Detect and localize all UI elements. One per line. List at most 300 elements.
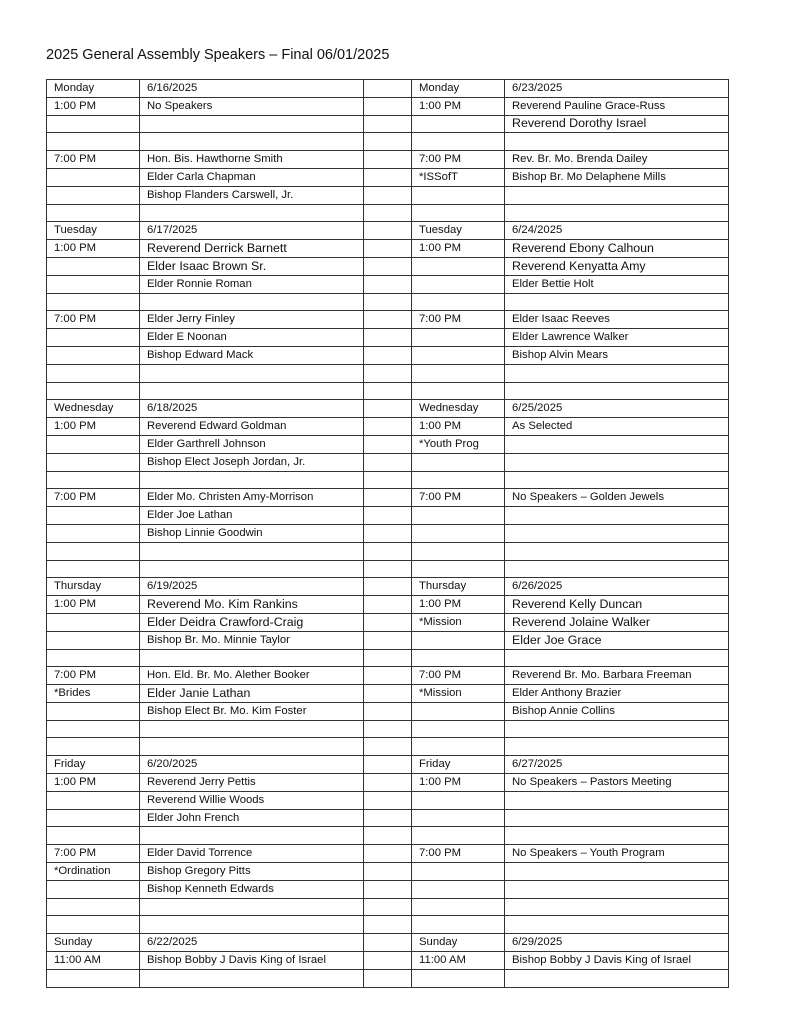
spacer-cell	[364, 204, 412, 222]
time-cell: 7:00 PM	[47, 845, 140, 863]
table-row	[47, 809, 729, 827]
spacer-cell	[364, 186, 412, 204]
time-cell	[47, 720, 140, 738]
time-cell	[47, 738, 140, 756]
date-cell: 6/23/2025	[505, 80, 729, 98]
speaker-cell	[505, 916, 729, 934]
date-cell: 6/29/2025	[505, 934, 729, 952]
time-cell	[47, 471, 140, 489]
time-cell	[47, 649, 140, 667]
table-row	[47, 596, 729, 614]
table-row	[47, 204, 729, 222]
date-cell: 6/24/2025	[505, 222, 729, 240]
time-cell	[412, 969, 505, 987]
date-cell: 6/26/2025	[505, 578, 729, 596]
date-cell: 6/25/2025	[505, 400, 729, 418]
spacer-cell	[364, 916, 412, 934]
time-cell: 11:00 AM	[412, 952, 505, 970]
table-row	[47, 115, 729, 133]
speaker-cell: Bishop Flanders Carswell, Jr.	[140, 186, 364, 204]
time-cell: 11:00 AM	[47, 952, 140, 970]
speaker-cell: Elder Lawrence Walker	[505, 329, 729, 347]
speaker-cell: No Speakers – Pastors Meeting	[505, 774, 729, 792]
time-cell	[412, 453, 505, 471]
day-name-cell: Wednesday	[412, 400, 505, 418]
table-row	[47, 738, 729, 756]
time-cell	[412, 560, 505, 578]
time-cell	[412, 133, 505, 151]
table-row	[47, 133, 729, 151]
time-cell	[47, 809, 140, 827]
speaker-cell	[505, 542, 729, 560]
time-cell	[47, 560, 140, 578]
time-cell	[412, 507, 505, 525]
table-row	[47, 168, 729, 186]
time-cell: 1:00 PM	[47, 774, 140, 792]
speaker-cell: Elder Ronnie Roman	[140, 275, 364, 293]
spacer-cell	[364, 898, 412, 916]
speaker-cell: Elder Janie Lathan	[140, 685, 364, 703]
time-cell	[412, 809, 505, 827]
day-name-cell: Friday	[412, 756, 505, 774]
table-row	[47, 418, 729, 436]
speaker-cell: Bishop Annie Collins	[505, 702, 729, 720]
table-row	[47, 311, 729, 329]
time-cell: 1:00 PM	[412, 774, 505, 792]
speaker-cell: Reverend Edward Goldman	[140, 418, 364, 436]
day-name-cell: Tuesday	[412, 222, 505, 240]
spacer-cell	[364, 880, 412, 898]
time-cell	[47, 329, 140, 347]
day-name-cell: Sunday	[412, 934, 505, 952]
table-row	[47, 97, 729, 115]
speaker-cell: Elder Garthrell Johnson	[140, 435, 364, 453]
time-cell	[47, 791, 140, 809]
speaker-cell	[505, 969, 729, 987]
date-cell: 6/20/2025	[140, 756, 364, 774]
speaker-schedule-table	[46, 79, 729, 988]
speaker-cell	[505, 560, 729, 578]
table-row	[47, 845, 729, 863]
time-cell	[47, 115, 140, 133]
time-cell: 1:00 PM	[47, 596, 140, 614]
time-cell: 1:00 PM	[412, 97, 505, 115]
time-cell: *Mission	[412, 613, 505, 631]
time-cell: 7:00 PM	[412, 845, 505, 863]
speaker-cell	[140, 382, 364, 400]
spacer-cell	[364, 435, 412, 453]
table-row	[47, 952, 729, 970]
speaker-cell	[140, 738, 364, 756]
spacer-cell	[364, 827, 412, 845]
table-row	[47, 329, 729, 347]
spacer-cell	[364, 168, 412, 186]
time-cell: 1:00 PM	[47, 240, 140, 258]
speaker-cell	[140, 560, 364, 578]
spacer-cell	[364, 613, 412, 631]
table-row	[47, 435, 729, 453]
spacer-cell	[364, 649, 412, 667]
speaker-cell: Elder Isaac Reeves	[505, 311, 729, 329]
speaker-cell	[505, 186, 729, 204]
spacer-cell	[364, 400, 412, 418]
speaker-cell	[140, 649, 364, 667]
time-cell	[412, 257, 505, 275]
speaker-cell	[505, 809, 729, 827]
time-cell: 1:00 PM	[47, 418, 140, 436]
speaker-cell: Elder Carla Chapman	[140, 168, 364, 186]
time-cell	[412, 542, 505, 560]
time-cell	[412, 898, 505, 916]
spacer-cell	[364, 471, 412, 489]
speaker-cell	[505, 649, 729, 667]
table-row	[47, 453, 729, 471]
time-cell	[412, 863, 505, 881]
table-row	[47, 346, 729, 364]
speaker-cell: Bishop Gregory Pitts	[140, 863, 364, 881]
time-cell	[47, 542, 140, 560]
spacer-cell	[364, 311, 412, 329]
date-cell: 6/22/2025	[140, 934, 364, 952]
speaker-cell	[505, 898, 729, 916]
time-cell: 7:00 PM	[412, 151, 505, 169]
speaker-cell: No Speakers – Youth Program	[505, 845, 729, 863]
time-cell: 7:00 PM	[47, 667, 140, 685]
speaker-cell: Bishop Bobby J Davis King of Israel	[505, 952, 729, 970]
speaker-cell: Elder Deidra Crawford-Craig	[140, 613, 364, 631]
speaker-cell	[140, 293, 364, 311]
spacer-cell	[364, 560, 412, 578]
spacer-cell	[364, 453, 412, 471]
speaker-cell: Hon. Bis. Hawthorne Smith	[140, 151, 364, 169]
time-cell: 1:00 PM	[412, 596, 505, 614]
time-cell: 7:00 PM	[47, 151, 140, 169]
date-cell: 6/17/2025	[140, 222, 364, 240]
speaker-cell: Elder Jerry Finley	[140, 311, 364, 329]
time-cell	[47, 631, 140, 649]
spacer-cell	[364, 97, 412, 115]
table-row	[47, 186, 729, 204]
table-row	[47, 649, 729, 667]
table-row	[47, 613, 729, 631]
time-cell: 7:00 PM	[47, 489, 140, 507]
speaker-cell	[505, 133, 729, 151]
speaker-cell: Elder Joe Grace	[505, 631, 729, 649]
speaker-cell	[505, 453, 729, 471]
table-row	[47, 827, 729, 845]
spacer-cell	[364, 631, 412, 649]
date-cell: 6/18/2025	[140, 400, 364, 418]
spacer-cell	[364, 542, 412, 560]
speaker-cell	[140, 364, 364, 382]
time-cell	[412, 275, 505, 293]
speaker-cell	[140, 827, 364, 845]
time-cell	[47, 168, 140, 186]
speaker-cell	[505, 524, 729, 542]
time-cell	[412, 115, 505, 133]
time-cell	[47, 898, 140, 916]
time-cell	[47, 827, 140, 845]
spacer-cell	[364, 382, 412, 400]
time-cell: *ISSofT	[412, 168, 505, 186]
time-cell	[412, 631, 505, 649]
speaker-cell	[505, 880, 729, 898]
date-cell: 6/27/2025	[505, 756, 729, 774]
spacer-cell	[364, 133, 412, 151]
day-name-cell: Friday	[47, 756, 140, 774]
speaker-cell	[140, 969, 364, 987]
speaker-cell	[505, 827, 729, 845]
time-cell	[47, 880, 140, 898]
spacer-cell	[364, 489, 412, 507]
time-cell	[412, 346, 505, 364]
time-cell	[412, 791, 505, 809]
day-name-cell: Tuesday	[47, 222, 140, 240]
speaker-cell	[140, 898, 364, 916]
table-row	[47, 275, 729, 293]
speaker-cell	[140, 542, 364, 560]
time-cell	[47, 275, 140, 293]
schedule-body	[47, 80, 729, 988]
time-cell	[47, 969, 140, 987]
time-cell: 7:00 PM	[412, 667, 505, 685]
speaker-cell: Bishop Br. Mo. Minnie Taylor	[140, 631, 364, 649]
speaker-cell: Hon. Eld. Br. Mo. Alether Booker	[140, 667, 364, 685]
day-header-row	[47, 80, 729, 98]
speaker-cell: Reverend Willie Woods	[140, 791, 364, 809]
date-cell: 6/16/2025	[140, 80, 364, 98]
spacer-cell	[364, 507, 412, 525]
speaker-cell: Bishop Elect Joseph Jordan, Jr.	[140, 453, 364, 471]
speaker-cell: Reverend Ebony Calhoun	[505, 240, 729, 258]
spacer-cell	[364, 774, 412, 792]
speaker-cell: Bishop Elect Br. Mo. Kim Foster	[140, 702, 364, 720]
table-row	[47, 489, 729, 507]
time-cell	[47, 204, 140, 222]
speaker-cell: Elder Anthony Brazier	[505, 685, 729, 703]
speaker-cell: Reverend Jolaine Walker	[505, 613, 729, 631]
spacer-cell	[364, 346, 412, 364]
spacer-cell	[364, 969, 412, 987]
speaker-cell: Bishop Kenneth Edwards	[140, 880, 364, 898]
speaker-cell	[505, 364, 729, 382]
day-header-row	[47, 756, 729, 774]
day-name-cell: Monday	[47, 80, 140, 98]
time-cell	[47, 916, 140, 934]
speaker-cell	[505, 293, 729, 311]
table-row	[47, 774, 729, 792]
speaker-cell: Elder Mo. Christen Amy-Morrison	[140, 489, 364, 507]
speaker-cell: Reverend Kelly Duncan	[505, 596, 729, 614]
speaker-cell: Bishop Linnie Goodwin	[140, 524, 364, 542]
time-cell: 7:00 PM	[412, 489, 505, 507]
table-row	[47, 524, 729, 542]
time-cell: *Ordination	[47, 863, 140, 881]
table-row	[47, 898, 729, 916]
time-cell: *Mission	[412, 685, 505, 703]
speaker-cell	[140, 133, 364, 151]
table-row	[47, 151, 729, 169]
speaker-cell	[505, 471, 729, 489]
speaker-cell: Elder David Torrence	[140, 845, 364, 863]
speaker-cell	[505, 720, 729, 738]
speaker-cell	[140, 916, 364, 934]
time-cell	[412, 382, 505, 400]
spacer-cell	[364, 524, 412, 542]
day-header-row	[47, 222, 729, 240]
time-cell: *Youth Prog	[412, 435, 505, 453]
table-row	[47, 667, 729, 685]
time-cell	[412, 471, 505, 489]
time-cell	[412, 720, 505, 738]
speaker-cell	[140, 471, 364, 489]
speaker-cell: Bishop Br. Mo Delaphene Mills	[505, 168, 729, 186]
table-row	[47, 471, 729, 489]
speaker-cell: Elder Joe Lathan	[140, 507, 364, 525]
spacer-cell	[364, 667, 412, 685]
time-cell	[412, 827, 505, 845]
table-row	[47, 969, 729, 987]
speaker-cell	[505, 507, 729, 525]
table-row	[47, 791, 729, 809]
day-name-cell: Monday	[412, 80, 505, 98]
day-name-cell: Wednesday	[47, 400, 140, 418]
time-cell	[47, 507, 140, 525]
table-row	[47, 560, 729, 578]
time-cell	[47, 346, 140, 364]
spacer-cell	[364, 151, 412, 169]
table-row	[47, 863, 729, 881]
time-cell	[47, 133, 140, 151]
speaker-cell: Bishop Edward Mack	[140, 346, 364, 364]
speaker-cell: No Speakers – Golden Jewels	[505, 489, 729, 507]
speaker-cell: Elder E Noonan	[140, 329, 364, 347]
speaker-cell: As Selected	[505, 418, 729, 436]
time-cell	[412, 916, 505, 934]
speaker-cell: No Speakers	[140, 97, 364, 115]
speaker-cell: Rev. Br. Mo. Brenda Dailey	[505, 151, 729, 169]
day-header-row	[47, 400, 729, 418]
speaker-cell: Reverend Pauline Grace-Russ	[505, 97, 729, 115]
day-header-row	[47, 934, 729, 952]
time-cell	[412, 738, 505, 756]
time-cell: 7:00 PM	[412, 311, 505, 329]
speaker-cell	[505, 382, 729, 400]
time-cell: 1:00 PM	[412, 240, 505, 258]
table-row	[47, 631, 729, 649]
speaker-cell: Reverend Jerry Pettis	[140, 774, 364, 792]
spacer-cell	[364, 685, 412, 703]
time-cell	[47, 382, 140, 400]
time-cell	[47, 524, 140, 542]
speaker-cell: Bishop Alvin Mears	[505, 346, 729, 364]
time-cell	[47, 186, 140, 204]
spacer-cell	[364, 578, 412, 596]
time-cell	[47, 257, 140, 275]
speaker-cell: Reverend Mo. Kim Rankins	[140, 596, 364, 614]
speaker-cell	[140, 115, 364, 133]
spacer-cell	[364, 845, 412, 863]
table-row	[47, 257, 729, 275]
spacer-cell	[364, 756, 412, 774]
day-name-cell: Thursday	[412, 578, 505, 596]
date-cell: 6/19/2025	[140, 578, 364, 596]
spacer-cell	[364, 809, 412, 827]
time-cell: 1:00 PM	[47, 97, 140, 115]
table-row	[47, 702, 729, 720]
speaker-cell: Bishop Bobby J Davis King of Israel	[140, 952, 364, 970]
spacer-cell	[364, 257, 412, 275]
time-cell	[47, 613, 140, 631]
spacer-cell	[364, 596, 412, 614]
time-cell	[47, 293, 140, 311]
table-row	[47, 542, 729, 560]
day-name-cell: Thursday	[47, 578, 140, 596]
table-row	[47, 916, 729, 934]
page-title: 2025 General Assembly Speakers – Final 06/01/2025	[46, 47, 390, 63]
spacer-cell	[364, 720, 412, 738]
time-cell	[47, 702, 140, 720]
speaker-cell	[140, 204, 364, 222]
spacer-cell	[364, 791, 412, 809]
time-cell	[412, 204, 505, 222]
table-row	[47, 382, 729, 400]
spacer-cell	[364, 80, 412, 98]
time-cell	[412, 329, 505, 347]
table-row	[47, 293, 729, 311]
spacer-cell	[364, 222, 412, 240]
spacer-cell	[364, 738, 412, 756]
time-cell: 1:00 PM	[412, 418, 505, 436]
spacer-cell	[364, 329, 412, 347]
spacer-cell	[364, 952, 412, 970]
speaker-cell	[505, 204, 729, 222]
spacer-cell	[364, 275, 412, 293]
speaker-cell	[505, 791, 729, 809]
time-cell	[47, 364, 140, 382]
time-cell: *Brides	[47, 685, 140, 703]
spacer-cell	[364, 863, 412, 881]
time-cell: 7:00 PM	[47, 311, 140, 329]
speaker-cell: Reverend Derrick Barnett	[140, 240, 364, 258]
time-cell	[47, 435, 140, 453]
table-row	[47, 240, 729, 258]
spacer-cell	[364, 240, 412, 258]
time-cell	[412, 702, 505, 720]
speaker-cell: Reverend Br. Mo. Barbara Freeman	[505, 667, 729, 685]
time-cell	[47, 453, 140, 471]
speaker-cell: Elder Isaac Brown Sr.	[140, 257, 364, 275]
time-cell	[412, 293, 505, 311]
speaker-cell	[505, 863, 729, 881]
time-cell	[412, 880, 505, 898]
speaker-cell	[505, 738, 729, 756]
table-row	[47, 720, 729, 738]
time-cell	[412, 186, 505, 204]
spacer-cell	[364, 702, 412, 720]
time-cell	[412, 524, 505, 542]
spacer-cell	[364, 934, 412, 952]
table-row	[47, 880, 729, 898]
spacer-cell	[364, 418, 412, 436]
speaker-cell	[140, 720, 364, 738]
speaker-cell	[505, 435, 729, 453]
day-header-row	[47, 578, 729, 596]
speaker-cell: Elder Bettie Holt	[505, 275, 729, 293]
day-name-cell: Sunday	[47, 934, 140, 952]
spacer-cell	[364, 115, 412, 133]
table-row	[47, 364, 729, 382]
